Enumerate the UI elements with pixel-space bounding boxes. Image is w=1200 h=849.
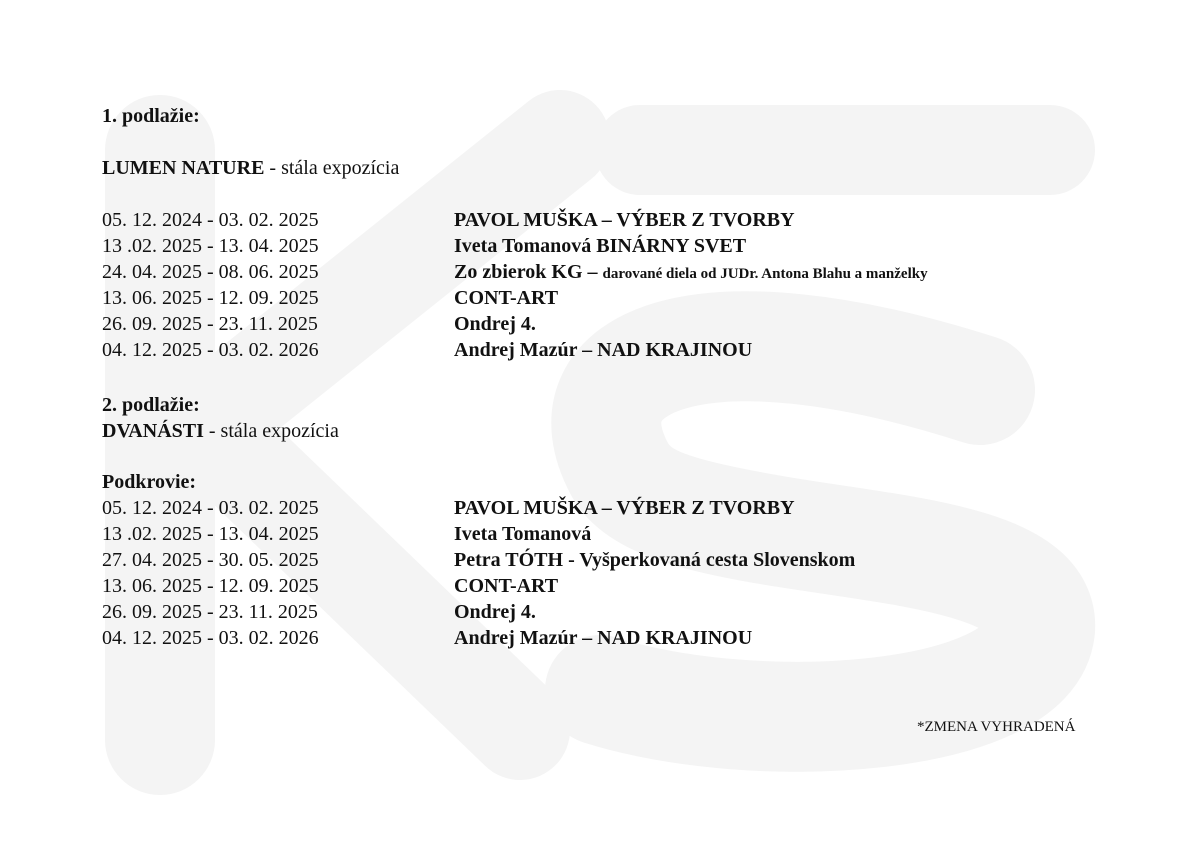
exhibition-title: CONT-ART	[454, 287, 559, 309]
exhibition-title: Ondrej 4.	[454, 313, 536, 335]
exhibition-title: Zo zbierok KG –	[454, 261, 603, 283]
floor1-heading: 1. podlažie:	[102, 105, 200, 127]
exhibition-date: 04. 12. 2025 - 03. 02. 2026	[102, 339, 319, 361]
exhibition-title: CONT-ART	[454, 575, 559, 597]
exhibition-title: Iveta Tomanová	[454, 523, 592, 545]
exhibition-date: 04. 12. 2025 - 03. 02. 2026	[102, 627, 319, 649]
floor1-permanent-suffix: - stála expozícia	[264, 157, 400, 179]
exhibition-title-with-note	[454, 259, 928, 287]
exhibition-date: 13. 06. 2025 - 12. 09. 2025	[102, 575, 319, 597]
change-reserved-note: *ZMENA VYHRADENÁ	[917, 719, 1076, 735]
exhibition-date: 27. 04. 2025 - 30. 05. 2025	[102, 549, 319, 571]
exhibition-title: Iveta Tomanová BINÁRNY SVET	[454, 235, 747, 257]
floor2-permanent-exhibition	[102, 418, 339, 444]
exhibition-title: Andrej Mazúr – NAD KRAJINOU	[454, 339, 753, 361]
floor1-permanent-name: LUMEN NATURE	[102, 157, 265, 179]
floor2-permanent-suffix: - stála expozícia	[203, 420, 339, 442]
exhibition-date: 26. 09. 2025 - 23. 11. 2025	[102, 601, 318, 623]
floor2-heading: 2. podlažie:	[102, 394, 200, 416]
exhibition-date: 24. 04. 2025 - 08. 06. 2025	[102, 261, 319, 283]
floor1-permanent-exhibition	[102, 155, 399, 181]
exhibition-title: PAVOL MUŠKA – VÝBER Z TVORBY	[454, 497, 795, 519]
floor2-permanent-name: DVANÁSTI	[102, 420, 204, 442]
exhibition-title: Andrej Mazúr – NAD KRAJINOU	[454, 627, 753, 649]
exhibition-date: 05. 12. 2024 - 03. 02. 2025	[102, 209, 319, 231]
exhibition-title: Ondrej 4.	[454, 601, 536, 623]
exhibition-title: PAVOL MUŠKA – VÝBER Z TVORBY	[454, 209, 795, 231]
exhibition-title: Petra TÓTH - Vyšperkovaná cesta Slovenskom	[454, 549, 856, 571]
exhibition-date: 05. 12. 2024 - 03. 02. 2025	[102, 497, 319, 519]
exhibition-date: 26. 09. 2025 - 23. 11. 2025	[102, 313, 318, 335]
exhibition-date: 13 .02. 2025 - 13. 04. 2025	[102, 523, 319, 545]
exhibition-date: 13 .02. 2025 - 13. 04. 2025	[102, 235, 319, 257]
exhibition-note: darované diela od JUDr. Antona Blahu a manželky	[602, 266, 928, 282]
attic-heading: Podkrovie:	[102, 471, 197, 493]
exhibition-date: 13. 06. 2025 - 12. 09. 2025	[102, 287, 319, 309]
